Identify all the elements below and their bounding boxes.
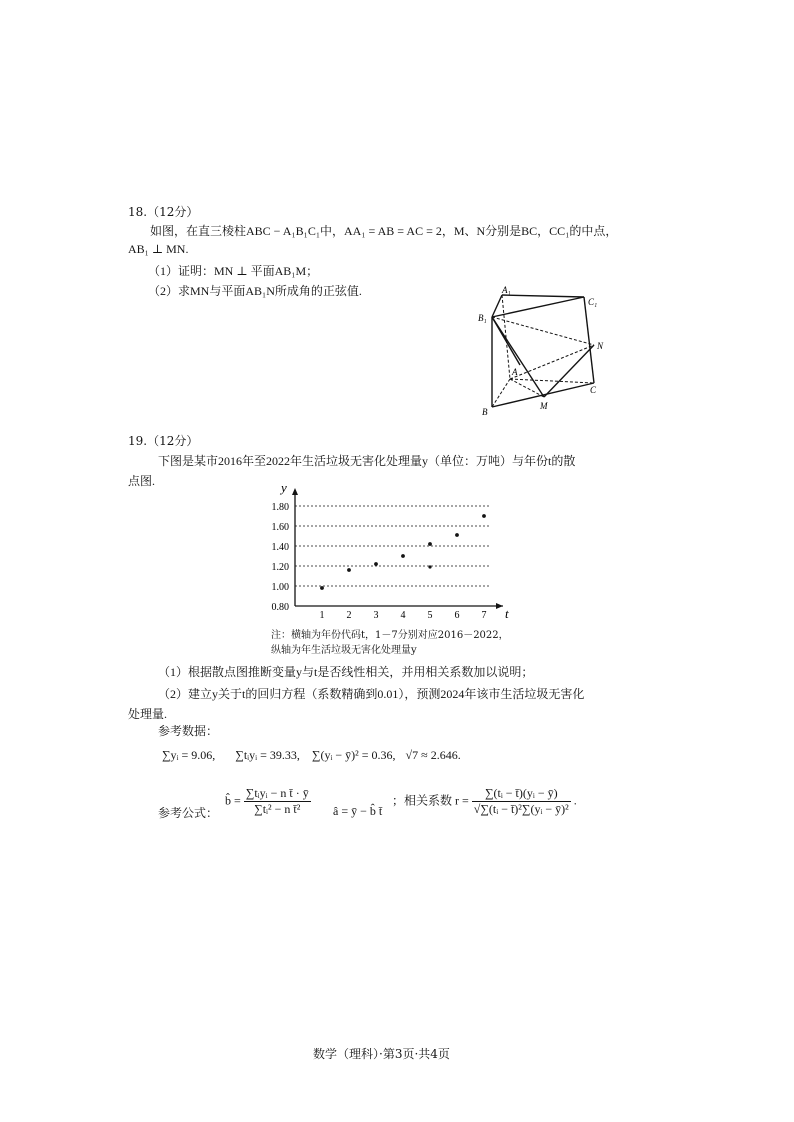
chart-note-line1: 注：横轴为年份代码t，1－7分别对应2016－2022， (271, 630, 509, 641)
q19-part2-line1: （2）建立y关于t的回归方程（系数精确到0.01），预测2024年该市生活垃圾无害化 (158, 687, 585, 701)
data-point (347, 568, 351, 572)
label-B1: B₁ (478, 313, 487, 323)
ref-data-row (162, 748, 461, 763)
formula-r: ；相关系数 r = $\frac{\text{∑(tᵢ − t̄)(yᵢ − ȳ)}}{\text{√∑(tᵢ − t̄)²∑(yᵢ − ȳ)²}}$ . (392, 786, 577, 816)
x-tick-label: 6 (454, 610, 460, 621)
formula-b-numerator: ∑tᵢyᵢ − n t̄ · ȳ (245, 786, 309, 800)
y-tick-label: 1.40 (271, 542, 289, 553)
y-tick-label: 1.60 (271, 522, 289, 533)
data-point (401, 554, 405, 558)
x-tick-label: 7 (481, 610, 487, 621)
prism-figure (478, 285, 620, 420)
q18-part1: （1）证明：MN ⊥ 平面AB₁M； (148, 264, 319, 278)
y-tick-label: 1.80 (271, 502, 289, 513)
scatter-chart (255, 478, 520, 623)
x-tick-label: 3 (373, 610, 379, 621)
y-tick-label: 1.00 (271, 582, 289, 593)
x-tick-label: 4 (400, 610, 406, 621)
label-N: N (597, 341, 604, 351)
formula-r-denominator: √∑(tᵢ − t̄)²∑(yᵢ − ȳ)² (473, 802, 569, 816)
label-A: A (512, 367, 518, 377)
q19-intro-line2: 点图. (128, 474, 156, 488)
y-axis-label: y (281, 480, 287, 495)
formula-a: â = ȳ − b̂ t̄ (333, 804, 383, 818)
q19-part1: （1）根据散点图推断变量y与t是否线性相关，并用相关系数加以说明； (158, 665, 534, 679)
q19-number: 19.（12分） (128, 434, 199, 448)
formula-b-denominator: ∑tᵢ² − n t̄² (254, 802, 301, 816)
formula-r-numerator: ∑(tᵢ − t̄)(yᵢ − ȳ) (472, 786, 571, 802)
data-point (320, 586, 324, 590)
q19-part2-line2: 处理量. (128, 707, 168, 721)
ref-sum-ty: ∑tᵢyᵢ = 39.33, (235, 748, 300, 762)
q18-part2: （2）求MN与平面AB₁N所成角的正弦值. (148, 284, 362, 298)
q18-stem-line1: 如图，在直三棱柱ABC − A₁B₁C₁中，AA₁ = AB = AC = 2，M、N分别是BC，CC₁的中点， (150, 224, 618, 238)
formula-r-label: ；相关系数 r = (392, 793, 469, 808)
ref-sum-y: ∑yᵢ = 9.06, (162, 748, 216, 762)
formula-r-fraction (472, 786, 571, 817)
x-tick-label: 5 (427, 610, 433, 621)
y-axis-arrow (292, 488, 298, 495)
formula-b: b̂ = $\frac{\text{∑tᵢyᵢ − n t̄ · ȳ}}{\text{∑tᵢ² − n t̄²}}$ (225, 786, 309, 816)
data-point (428, 542, 432, 546)
y-tick-label: 1.20 (271, 562, 289, 573)
ref-formula-title: 参考公式： (158, 806, 219, 820)
data-point (482, 514, 486, 518)
formula-b-fraction (244, 786, 311, 817)
page-footer: 数学（理科）·第3页·共4页 (313, 1047, 450, 1061)
ref-data-title: 参考数据： (158, 724, 219, 738)
q18-number: 18.（12分） (128, 205, 199, 219)
q18-stem-line2: AB₁ ⊥ MN. (128, 242, 189, 256)
ref-sqrt7: √7 ≈ 2.646. (405, 748, 461, 762)
label-C: C (590, 385, 597, 395)
data-point (374, 562, 378, 566)
label-M: M (540, 401, 548, 411)
y-tick-label: 0.80 (271, 602, 289, 613)
data-point (428, 565, 431, 568)
label-B: B (482, 407, 488, 417)
x-tick-label: 2 (346, 610, 352, 621)
ref-sum-sq: ∑(yᵢ − ȳ)² = 0.36, (311, 748, 396, 762)
data-point (455, 533, 459, 537)
chart-note-line2: 纵轴为年生活垃圾无害化处理量y (271, 645, 417, 656)
label-A1: A₁ (502, 285, 511, 295)
x-axis-label: t (505, 606, 509, 621)
label-C1: C₁ (588, 297, 598, 307)
x-tick-label: 1 (319, 610, 325, 621)
q19-intro-line1: 下图是某市2016年至2022年生活垃圾无害化处理量y（单位：万吨）与年份t的散 (158, 454, 576, 468)
x-axis-arrow (496, 603, 503, 609)
